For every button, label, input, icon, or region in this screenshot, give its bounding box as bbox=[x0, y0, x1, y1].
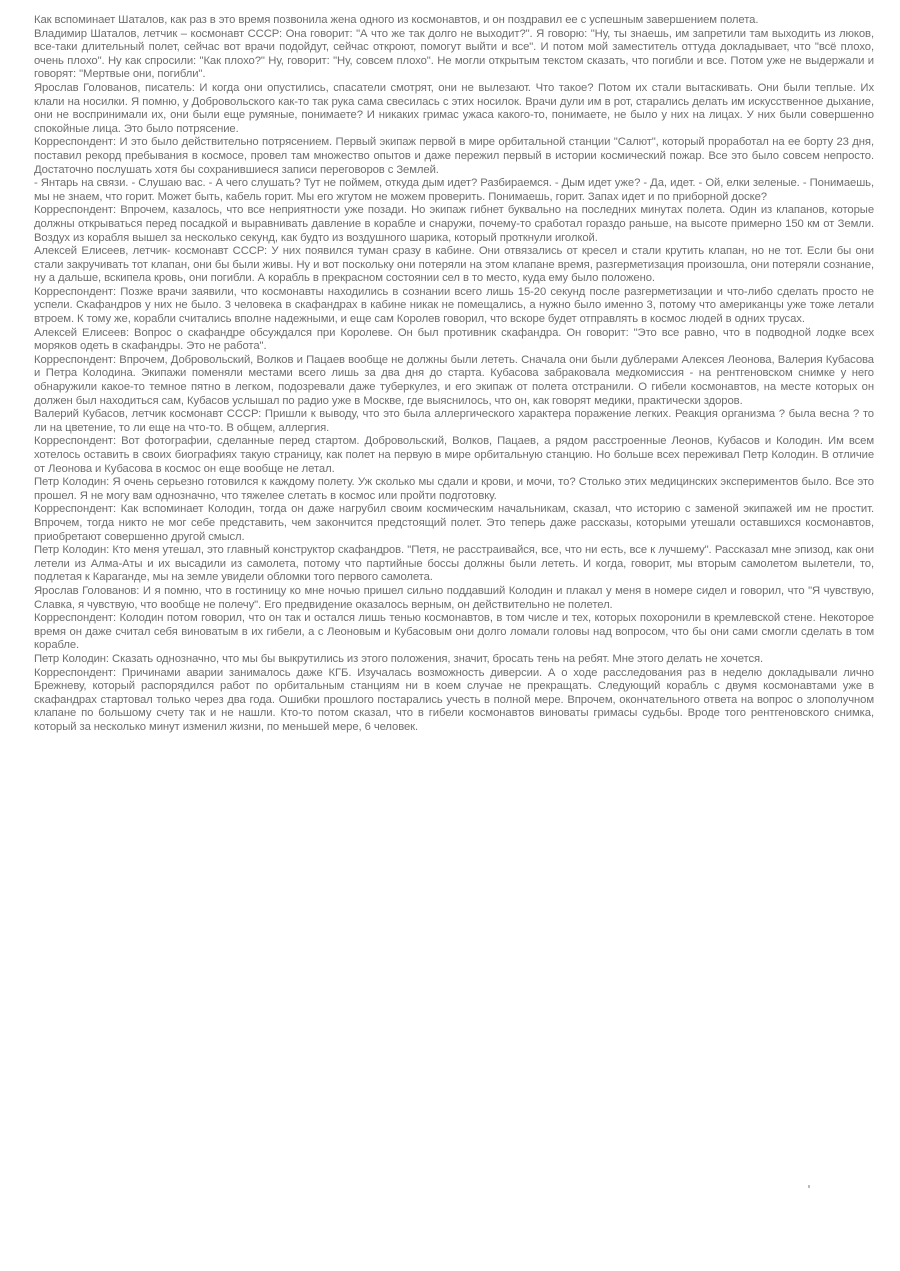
paragraph: Как вспоминает Шаталов, как раз в это время позвонила жена одного из космонавтов, и он поздравил ее с успешным завершением полета. bbox=[34, 14, 759, 26]
paragraph: Корреспондент: Как вспоминает Колодин, тогда он даже нагрубил своим космическим начальникам, сказал, что историю с заменой экипажей им не простит. Впрочем, тогда никто не мог себе представить, чем закончится предстоящий полет. Это теперь даже рассказы, которыми утешали оставшихся космонавтов, приобретают совершенно другой смысл. bbox=[34, 503, 874, 543]
paragraph: Корреспондент: Вот фотографии, сделанные перед стартом. Добровольский, Волков, Пацаев, а рядом расстроенные Леонов, Кубасов и Колодин. Им всем хотелось оставить в своих биографиях такую страницу, как полет на первую в мире орбитальную станцию. Но больше всех переживал Петр Колодин. В отличие от Леонова и Кубасова в космос он еще вообще не летал. bbox=[34, 435, 874, 475]
paragraph: Корреспондент: Впрочем, Добровольский, Волков и Пацаев вообще не должны были лететь. Сначала они были дублерами Алексея Леонова, Валерия Кубасова и Петра Колодина. Экипажи поменяли местами всего лишь за два дня до старта. Кубасова забраковала медкомиссия - на рентгеновском снимке у него обнаружили какое-то темное пятно в легком, подозревали даже туберкулез, и его экипаж от полета отстранили. О гибели космонавтов, на месте которых он должен был находиться сам, Кубасов услышал по радио уже в Москве, где выяснилось, что он, как говорят медики, практически здоров. bbox=[34, 353, 874, 407]
paragraph: Корреспондент: Колодин потом говорил, что он так и остался лишь тенью космонавтов, в том числе и тех, которых похоронили в кремлевской стене. Некоторое время он даже считал себя виноватым в их гибели, а с Леоновым и Кубасовым они долго ломали головы над вопросом, что бы они сами смогли сделать в том корабле. bbox=[34, 612, 874, 652]
paragraph: Корреспондент: Причинами аварии занималось даже КГБ. Изучалась возможность диверсии. А о ходе расследования раз в неделю докладывали лично Брежневу, который распорядился работ по орбитальным станциям ни в коем случае не прекращать. Следующий корабль с двумя космонавтами уже в скафандрах стартовал только через два года. Ошибки прошлого постарались учесть в полной мере. Впрочем, окончательного ответа на вопрос о злополучном клапане по большому счету так и не нашли. Кто-то потом сказал, что в гибели космонавтов виноваты гримасы судьбы. Вроде того рентгеновского снимка, который за несколько минут изменил жизни, по меньшей мере, 6 человек. bbox=[34, 666, 874, 733]
paragraph: Владимир Шаталов, летчик – космонавт СССР: Она говорит: "А что же так долго не выходит?". Я говорю: "Ну, ты знаешь, им запретили там выходить из люков, все-таки длительный полет, сейчас вот врачи подойдут, сейчас откроют, помогут выйти и все". И потом мой заместитель оттуда докладывает, что "всё плохо, очень плохо". Ну как спросили: "Как плохо?" Ну, говорит: "Ну, совсем плохо". Не могли открытым текстом сказать, что погибли и все. Потом уже не выдержали и говорят: "Мертвые они, погибли". bbox=[34, 27, 874, 81]
paragraph: Алексей Елисеев: Вопрос о скафандре обсуждался при Королеве. Он был противник скафандра. Он говорит: "Это все равно, что в подводной лодке всех моряков одеть в скафандры. Это не работа". bbox=[34, 326, 874, 353]
paragraph: Петр Колодин: Кто меня утешал, это главный конструктор скафандров. "Петя, не расстраивайся, все, что ни есть, все к лучшему". Рассказал мне эпизод, как они летели из Алма-Аты и их высадили из самолета, потому что партийные боссы должны были лететь. И когда, говорит, мы вторым самолетом вылетели, то, подлетая к Караганде, мы на земле увидели обломки того первого самолета. bbox=[34, 544, 874, 584]
paragraph: Петр Колодин: Сказать однозначно, что мы бы выкрутились из этого положения, значит, бросать тень на ребят. Мне этого делать не хочется. bbox=[34, 652, 764, 665]
paragraph: Ярослав Голованов, писатель: И когда они опустились, спасатели смотрят, они не вылезают. Что такое? Потом их стали вытаскивать. Они были теплые. Их клали на носилки. Я помню, у Добровольского как-то так рука сама свесилась с этих носилок. Врачи дули им в рот, старались делать им искусственное дыхание, они не воспринимали их, они были еще румяные, понимаете? И никаких гримас ужаса какого-то, понимаете, не было у них на лицах. У них были совершенно спокойные лица. Это было потрясение. bbox=[34, 81, 874, 135]
paragraph: Валерий Кубасов, летчик космонавт СССР: Пришли к выводу, что это была аллергического характера поражение легких. Реакция организма ? была весна ? то ли на цветение, то ли еще на что-то. В общем, аллергия. bbox=[34, 408, 874, 434]
paragraph: Корреспондент: Впрочем, казалось, что все неприятности уже позади. Но экипаж гибнет буквально на последних минутах полета. Один из клапанов, которые должны открываться перед посадкой и выравнивать давление в корабле и снаружи, почему-то сработал гораздо раньше, на высоте примерно 150 км от Земли. Воздух из корабля вышел за несколько секунд, как будто из воздушного шарика, который проткнули иголкой. bbox=[34, 204, 874, 244]
document-page bbox=[34, 14, 874, 734]
paragraph: Корреспондент: Позже врачи заявили, что космонавты находились в сознании всего лишь 15-20 секунд после разгерметизации и что-либо сделать просто не успели. Скафандров у них не было. 3 человека в скафандрах в кабине никак не помещались, а нужно было именно 3, потому что американцы уже тоже летали втроем. К тому же, корабли считались вполне надежными, и еще сам Королев говорил, что вскоре будет отправлять в космос людей в одних трусах. bbox=[34, 285, 874, 326]
scan-speck bbox=[808, 1185, 810, 1188]
paragraph: Алексей Елисеев, летчик- космонавт СССР: У них появился туман сразу в кабине. Они отвязались от кресел и стали крутить клапан, но не тот. Если бы они стали закручивать тот клапан, они бы были живы. Ну и вот поскольку они потеряли на этом клапане время, разгерметизация произошла, они потеряли сознание, ну а дальше, вскипела кровь, они погибли. А корабль в прекрасном состоянии сел в то место, куда ему было положено. bbox=[34, 245, 874, 285]
paragraph: Петр Колодин: Я очень серьезно готовился к каждому полету. Уж сколько мы сдали и крови, и мочи, то? Столько этих медицинских экспериментов было. Все это прошел. Я не могу вам однозначно, что тяжелее слетать в космос или пройти подготовку. bbox=[34, 476, 874, 502]
paragraph: - Янтарь на связи. - Слушаю вас. - А чего слушать? Тут не поймем, откуда дым идет? Разбираемся. - Дым идет уже? - Да, идет. - Ой, елки зеленые. - Понимаешь, мы не знаем, что горит. Может быть, кабель горит. Мы его жгутом не можем проверить. Понимаешь, горит. Запах идет и по приборной доске? bbox=[34, 177, 874, 203]
paragraph: Ярослав Голованов: И я помню, что в гостиницу ко мне ночью пришел сильно поддавший Колодин и плакал у меня в номере сидел и говорил, что "Я чувствую, Славка, я чувствую, что вообще не полечу". Его предвидение оказалось верным, он действительно не полетел. bbox=[34, 584, 874, 611]
paragraph: Корреспондент: И это было действительно потрясением. Первый экипаж первой в мире орбитальной станции "Салют", который проработал на ее борту 23 дня, поставил рекорд пребывания в космосе, провел там множество опытов и даже пережил первый в истории космический пожар. Все это было совсем непросто. Достаточно послушать хотя бы сохранившиеся записи переговоров с Землей. bbox=[34, 136, 874, 176]
